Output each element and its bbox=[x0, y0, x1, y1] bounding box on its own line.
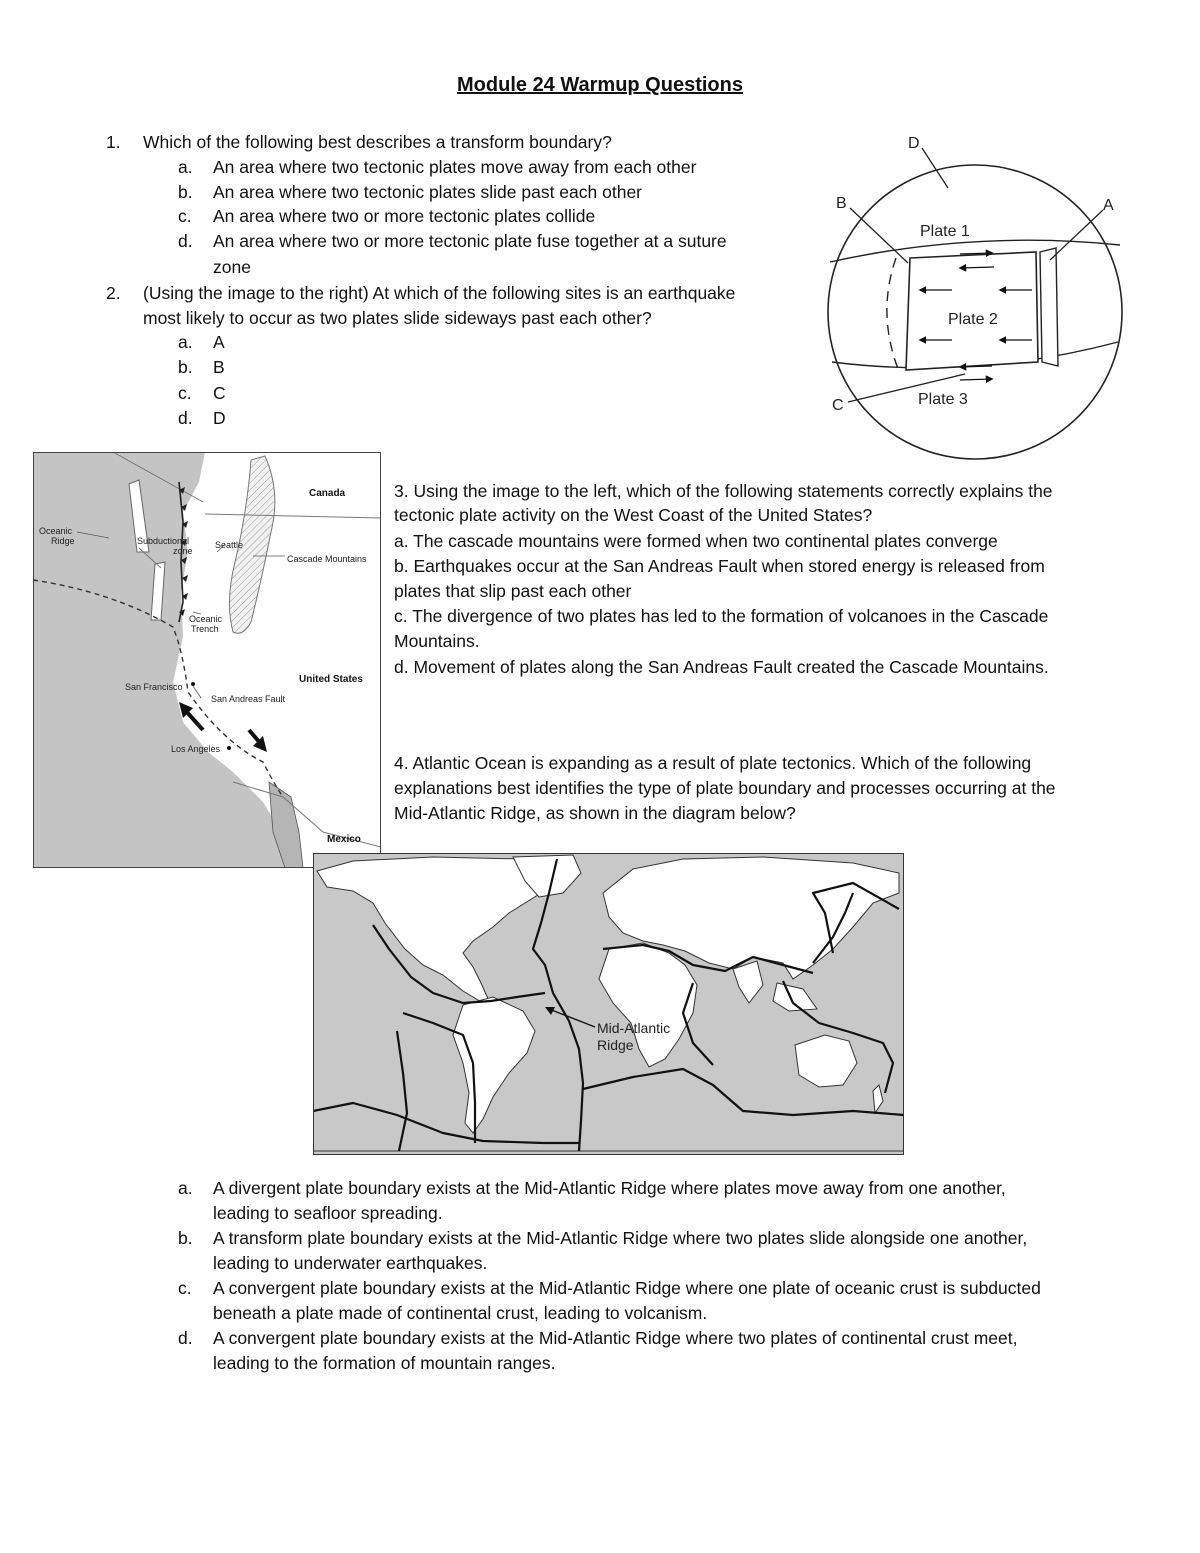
q2-option-c: C bbox=[213, 383, 226, 403]
q1-option-d: An area where two or more tectonic plate fuse together at a suture bbox=[213, 231, 727, 251]
label-plate-3: Plate 3 bbox=[918, 391, 968, 408]
map-label-trench-2: Trench bbox=[191, 624, 219, 634]
q1-number: 1. bbox=[106, 132, 121, 152]
map-label-seattle: Seattle bbox=[215, 540, 244, 550]
q2-number: 2. bbox=[106, 283, 121, 303]
q1-text: Which of the following best describes a transform boundary? bbox=[143, 132, 612, 152]
map-label-san-francisco: San Francisco bbox=[125, 682, 183, 692]
q1-option-b-letter: b. bbox=[178, 182, 193, 202]
q4-option-a: A divergent plate boundary exists at the Mid-Atlantic Ridge where plates move away from one another, bbox=[213, 1178, 1006, 1198]
q4-line-2: explanations best identifies the type of plate boundary and processes occurring at the bbox=[394, 778, 1056, 798]
map-label-united-states: United States bbox=[299, 674, 363, 685]
map-label-oceanic-ridge-2: Ridge bbox=[51, 536, 75, 546]
q4-option-c-letter: c. bbox=[178, 1278, 192, 1298]
map-label-san-andreas: San Andreas Fault bbox=[211, 694, 286, 704]
label-a: A bbox=[1103, 197, 1114, 214]
world-map-label-ridge-2: Ridge bbox=[597, 1037, 634, 1053]
label-plate-1: Plate 1 bbox=[920, 223, 970, 240]
map-label-subduction-2: zone bbox=[173, 546, 193, 556]
label-b: B bbox=[836, 195, 847, 212]
label-c: C bbox=[832, 397, 844, 414]
map-label-trench-1: Oceanic bbox=[189, 614, 223, 624]
map-label-mexico: Mexico bbox=[327, 834, 361, 845]
q1-option-d-cont: zone bbox=[213, 257, 251, 277]
q3-line-1: 3. Using the image to the left, which of the following statements correctly explains the bbox=[394, 481, 1053, 501]
q2-option-d: D bbox=[213, 408, 226, 428]
q4-option-a-cont: leading to seafloor spreading. bbox=[213, 1203, 443, 1223]
map-label-los-angeles: Los Angeles bbox=[171, 744, 221, 754]
q1-option-a-letter: a. bbox=[178, 157, 193, 177]
map-label-cascade: Cascade Mountains bbox=[287, 554, 367, 564]
q3-option-a: a. The cascade mountains were formed when two continental plates converge bbox=[394, 531, 998, 551]
q3-line-2: tectonic plate activity on the West Coast of the United States? bbox=[394, 505, 873, 525]
label-d: D bbox=[908, 135, 920, 152]
q2-line-2: most likely to occur as two plates slide sideways past each other? bbox=[143, 308, 652, 328]
q2-line-1: (Using the image to the right) At which of the following sites is an earthquake bbox=[143, 283, 736, 303]
q2-option-a-letter: a. bbox=[178, 332, 193, 352]
label-plate-2: Plate 2 bbox=[948, 311, 998, 328]
q4-option-b-letter: b. bbox=[178, 1228, 193, 1248]
q4-line-3: Mid-Atlantic Ridge, as shown in the diagram below? bbox=[394, 803, 796, 823]
q3-option-b-2: plates that slip past each other bbox=[394, 581, 632, 601]
q1-option-c: An area where two or more tectonic plates collide bbox=[213, 206, 596, 226]
q3-option-d: d. Movement of plates along the San Andreas Fault created the Cascade Mountains. bbox=[394, 657, 1049, 677]
q4-option-b: A transform plate boundary exists at the Mid-Atlantic Ridge where two plates slide alongside one another, bbox=[213, 1228, 1028, 1248]
q2-option-d-letter: d. bbox=[178, 408, 193, 428]
q1-option-a: An area where two tectonic plates move away from each other bbox=[213, 157, 697, 177]
q3-option-c-2: Mountains. bbox=[394, 631, 480, 651]
q4-option-c: A convergent plate boundary exists at the Mid-Atlantic Ridge where one plate of oceanic crust is subducted bbox=[213, 1278, 1041, 1298]
west-coast-map bbox=[33, 452, 381, 868]
q4-option-d-letter: d. bbox=[178, 1328, 193, 1348]
page-title: Module 24 Warmup Questions bbox=[457, 74, 743, 96]
map-label-canada: Canada bbox=[309, 488, 346, 499]
q1-option-d-letter: d. bbox=[178, 231, 193, 251]
world-plate-map bbox=[313, 853, 904, 1155]
q4-option-c-cont: beneath a plate made of continental crust, leading to volcanism. bbox=[213, 1303, 708, 1323]
q4-option-d-cont: leading to the formation of mountain ranges. bbox=[213, 1353, 556, 1373]
q1-option-c-letter: c. bbox=[178, 206, 192, 226]
q4-option-a-letter: a. bbox=[178, 1178, 193, 1198]
q3-option-b-1: b. Earthquakes occur at the San Andreas Fault when stored energy is released from bbox=[394, 556, 1045, 576]
q2-option-b: B bbox=[213, 357, 225, 377]
q2-option-b-letter: b. bbox=[178, 357, 193, 377]
q1-option-b: An area where two tectonic plates slide past each other bbox=[213, 182, 642, 202]
q4-option-b-cont: leading to underwater earthquakes. bbox=[213, 1253, 488, 1273]
plate-diagram bbox=[820, 130, 1140, 460]
q2-option-c-letter: c. bbox=[178, 383, 192, 403]
q4-line-1: 4. Atlantic Ocean is expanding as a result of plate tectonics. Which of the following bbox=[394, 753, 1032, 773]
q2-option-a: A bbox=[213, 332, 225, 352]
q4-option-d: A convergent plate boundary exists at the Mid-Atlantic Ridge where two plates of continental crust meet, bbox=[213, 1328, 1018, 1348]
map-label-oceanic-ridge-1: Oceanic bbox=[39, 526, 73, 536]
world-map-label-ridge-1: Mid-Atlantic bbox=[597, 1020, 671, 1036]
q3-option-c-1: c. The divergence of two plates has led to the formation of volcanoes in the Cascade bbox=[394, 606, 1049, 626]
map-label-subduction-1: Subductional bbox=[137, 536, 190, 546]
